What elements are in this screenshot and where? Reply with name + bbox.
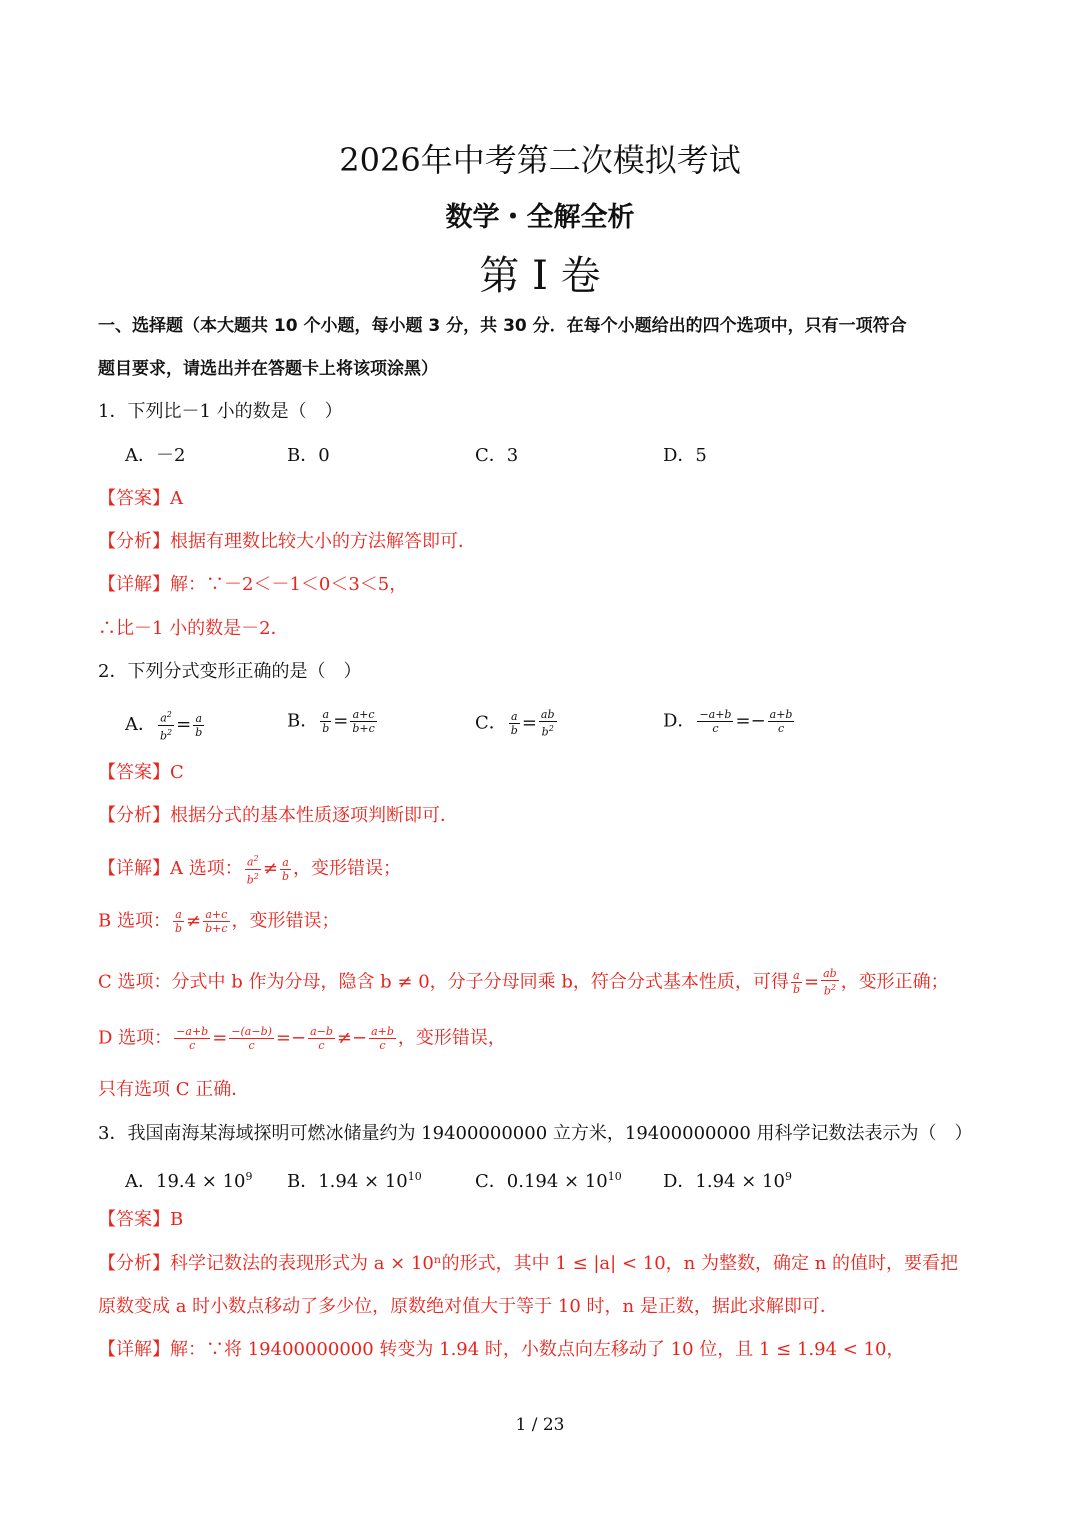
q3-option-c: C．$0.194 \times 10^{10}$ bbox=[475, 1170, 622, 1192]
exam-subtitle: 数学・全解全析 bbox=[445, 202, 635, 233]
q1-analysis: 【分析】根据有理数比较大小的方法解答即可． bbox=[98, 531, 476, 552]
q3-analysis-line1: 【分析】科学记数法的表现形式为 a × 10ⁿ的形式，其中 1 ≤ |a| < 10，n 为整数，确定 n 的值时，要看把 bbox=[98, 1253, 959, 1274]
q2-detail-a: 【详解】A 选项： $\frac{a^2}{b^2}$ ≠ $\frac{a}{b}$ ，变形错误； bbox=[98, 854, 402, 887]
volume-heading: 第 I 卷 bbox=[479, 253, 601, 299]
q1-option-b: B．0 bbox=[287, 445, 330, 466]
q3-answer: 【答案】B bbox=[98, 1209, 184, 1230]
q2-stem: 2．下列分式变形正确的是（ ） bbox=[98, 661, 362, 682]
q2-conclusion: 只有选项 C 正确． bbox=[98, 1079, 250, 1100]
q1-answer: 【答案】A bbox=[98, 488, 183, 509]
q2-detail-d: D 选项： $\frac{-a+b}{c}$ = $\frac{-(a-b)}{c}$ =− $\frac{a-b}{c}$ ≠− $\frac{a+b}{c}$ ，变形错误， bbox=[98, 1025, 506, 1052]
section-instructions-line2: 题目要求，请选出并在答题卡上将该项涂黑） bbox=[98, 359, 438, 379]
q1-stem: 1．下列比－1 小的数是（ ） bbox=[98, 401, 343, 422]
q2-option-a: A． $\frac{a^2}{b^2}$ = $\frac{a}{b}$ bbox=[125, 710, 203, 743]
section-instructions-line1: 一、选择题（本大题共 10 个小题，每小题 3 分，共 30 分．在每个小题给出的四个选项中，只有一项符合 bbox=[98, 316, 907, 336]
q2-option-b: B． $\frac{a}{b}$ = $\frac{a+c}{b+c}$ bbox=[287, 708, 375, 735]
q1-option-c: C．3 bbox=[475, 445, 519, 466]
q2-option-d: D． $\frac{-a+b}{c}$ =− $\frac{a+b}{c}$ bbox=[663, 708, 793, 735]
q3-option-a: A．$19.4 \times 10^9$ bbox=[125, 1170, 253, 1192]
q2-answer: 【答案】C bbox=[98, 762, 184, 783]
q3-analysis-line2: 原数变成 a 时小数点移动了多少位，原数绝对值大于等于 10 时，n 是正数，据此求解即可． bbox=[98, 1296, 838, 1317]
q1-option-a: A．－2 bbox=[125, 445, 186, 466]
q3-stem: 3．我国南海某海域探明可燃冰储量约为 19400000000 立方米，19400000000 用科学记数法表示为（ ） bbox=[98, 1123, 973, 1144]
q3-option-d: D．$1.94 \times 10^9$ bbox=[663, 1170, 792, 1192]
q3-option-b: B．$1.94 \times 10^{10}$ bbox=[287, 1170, 422, 1192]
q1-conclusion: ∴比－1 小的数是－2． bbox=[98, 618, 289, 639]
q1-option-d: D．5 bbox=[663, 445, 707, 466]
q2-detail-c: C 选项：分式中 b 作为分母，隐含 b ≠ 0，分子分母同乘 b，符合分式基本性质，可得 $\frac{a}{b}$ = $\frac{ab}{b^2}$ ，变形正确； bbox=[98, 967, 949, 998]
exam-title: 2026年中考第二次模拟考试 bbox=[339, 141, 741, 179]
q3-detail: 【详解】解：∵将 19400000000 转变为 1.94 时，小数点向左移动了 10 位，且 1 ≤ 1.94 < 10， bbox=[98, 1339, 905, 1360]
page-number: 1 / 23 bbox=[515, 1415, 565, 1435]
q2-detail-b: B 选项： $\frac{a}{b}$ ≠ $\frac{a+c}{b+c}$ ，变形错误； bbox=[98, 908, 340, 935]
q2-analysis: 【分析】根据分式的基本性质逐项判断即可． bbox=[98, 805, 458, 826]
q1-detail: 【详解】解：∵－2＜－1＜0＜3＜5， bbox=[98, 574, 408, 595]
q2-option-c: C． $\frac{a}{b}$ = $\frac{ab}{b^2}$ bbox=[475, 708, 555, 739]
